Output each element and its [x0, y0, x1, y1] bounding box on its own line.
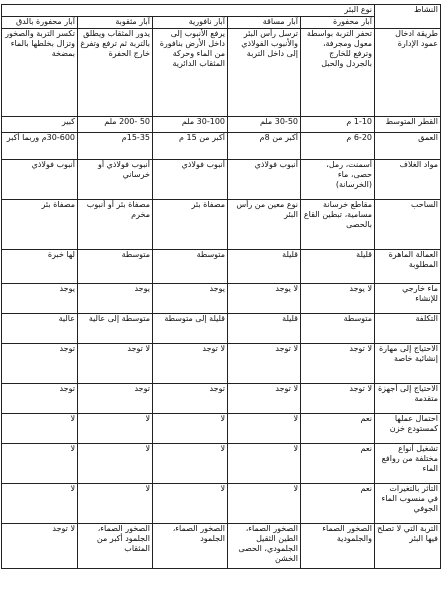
header-row-1 [2, 5, 441, 17]
table-row [2, 160, 441, 200]
table-cell: لها خبرة [2, 250, 78, 284]
table-cell: يوجد [2, 284, 78, 314]
row-label: ماء خارجي للإنشاء [375, 284, 441, 314]
table-cell: متوسطة [153, 250, 228, 284]
table-cell: أنبوب فولاذي أو خرساني [78, 160, 153, 200]
table-row [2, 344, 441, 384]
table-cell: لا يوجد [301, 284, 375, 314]
table-cell: نوع معين من رأس البئر [228, 200, 301, 250]
table-row [2, 133, 441, 160]
table-cell: قليلة [228, 250, 301, 284]
table-cell: 30-600م وربما أكبر [2, 133, 78, 160]
activity-header: النشاط [375, 5, 441, 29]
table-cell: متوسطة [78, 250, 153, 284]
table-cell: توجد [153, 384, 228, 414]
table-cell: قليلة إلى متوسطة [153, 314, 228, 344]
table-cell: مصفاة بئر [2, 200, 78, 250]
table-row [2, 117, 441, 133]
table-row [2, 250, 441, 284]
table-cell: نعم [301, 444, 375, 484]
table-cell: قليلة [301, 250, 375, 284]
table-cell: لا [153, 484, 228, 524]
table-cell: لا يوجد [228, 284, 301, 314]
table-cell: عالية [2, 314, 78, 344]
table-cell: أكبر من 15 م [153, 133, 228, 160]
table-row [2, 444, 441, 484]
table-cell: لا [2, 444, 78, 484]
table-cell: لا توجد [228, 344, 301, 384]
table-cell: لا توجد [153, 344, 228, 384]
column-header: آبار مساقة [228, 17, 301, 29]
row-label: التأثر بالتغيرات في منسوب الماء الجوفي [375, 484, 441, 524]
table-cell: الصخور الصماء، الجلمود [153, 524, 228, 569]
row-label: احتمال عملها كمستودع خزن [375, 414, 441, 444]
table-cell: لا [78, 414, 153, 444]
row-label: طريقة ادخال عمود الإدارة [375, 29, 441, 117]
table-cell: 15-35م [78, 133, 153, 160]
column-header: آبار مثقوبة [78, 17, 153, 29]
table-row [2, 384, 441, 414]
table-row [2, 484, 441, 524]
table-cell: لا [228, 484, 301, 524]
table-row [2, 524, 441, 569]
table-cell: 30-50 ملم [228, 117, 301, 133]
table-cell: لا [2, 414, 78, 444]
table-cell: توجد [78, 384, 153, 414]
table-cell: 30-100 ملم [153, 117, 228, 133]
table-cell: لا توجد [2, 524, 78, 569]
row-label: العمالة الماهرة المطلوبة [375, 250, 441, 284]
table-cell: أنبوب فولاذي [228, 160, 301, 200]
table-row [2, 29, 441, 117]
table-cell: لا [153, 414, 228, 444]
table-cell: تكسر التربة والصخور وتزال بخلطها بالماء بمضخة [2, 29, 78, 117]
table-cell: 50 -200 ملم [78, 117, 153, 133]
table-row [2, 414, 441, 444]
table-cell: توجد [2, 384, 78, 414]
table-cell: قليلة [228, 314, 301, 344]
table-cell: يرفع الأنبوب إلى داخل الأرض بنافورة من الماء وحركة المثقاب الدائرية [153, 29, 228, 117]
table-cell: 1-10 م [301, 117, 375, 133]
table-cell: ترسل رأس البئر والأنبوب الفولاذي إلى داخل التربة [228, 29, 301, 117]
table-cell: لا [78, 444, 153, 484]
row-label: مواد الغلاف [375, 160, 441, 200]
table-cell: أنبوب فولاذي [2, 160, 78, 200]
table-cell: لا [78, 484, 153, 524]
row-label: الساحب [375, 200, 441, 250]
table-cell: لا [2, 484, 78, 524]
column-header: آبار نافورية [153, 17, 228, 29]
table-cell: متوسطة إلى عالية [78, 314, 153, 344]
table-cell: لا توجد [301, 384, 375, 414]
well-comparison-table [1, 4, 441, 569]
table-cell: كبير [2, 117, 78, 133]
table-cell: توجد [2, 344, 78, 384]
table-cell: أسمنت، رمل، حصى، ماء (الخرسانة) [301, 160, 375, 200]
row-label: القطر المتوسط [375, 117, 441, 133]
table-cell: الصخور الصماء والجلمودية [301, 524, 375, 569]
table-cell: يوجد [153, 284, 228, 314]
table-cell: تحفر التربة بواسطة معول ومجرفة، وترفع للخارج بالجردل والحبل [301, 29, 375, 117]
table-cell: أكبر من 8م [228, 133, 301, 160]
column-header: آبار محفورة بالدق [2, 17, 78, 29]
table-cell: متوسطة [301, 314, 375, 344]
well-type-header: نوع البئر [2, 5, 375, 17]
table-cell: لا [228, 414, 301, 444]
table-cell: مقاطع خرسانة مسامية، تبطين القاع بالحصى [301, 200, 375, 250]
table-cell: الصخور الصماء، الطين الثقيل الجلمودي، الحصى الخشن [228, 524, 301, 569]
table-cell: لا توجد [301, 344, 375, 384]
table-cell: مصفاة بئر [153, 200, 228, 250]
table-cell: الصخور الصماء، الجلمود أكبر من المثقاب [78, 524, 153, 569]
table-row [2, 200, 441, 250]
table-cell: لا [153, 444, 228, 484]
table-cell: لا توجد [78, 344, 153, 384]
table-cell: لا [228, 444, 301, 484]
table-cell: يوجد [78, 284, 153, 314]
table-cell: يدور المثقاب ويطلق بالتربة ثم ترفع وتفرغ خارج الحفرة [78, 29, 153, 117]
table-cell: لا توجد [228, 384, 301, 414]
table-cell: نعم [301, 484, 375, 524]
table-cell: 6-20 م [301, 133, 375, 160]
table-row [2, 314, 441, 344]
row-label: التربة التي لا تصلح فيها البئر [375, 524, 441, 569]
row-label: التكلفة [375, 314, 441, 344]
row-label: تشغيل أنواع مختلفة من روافع الماء [375, 444, 441, 484]
table-cell: مصفاة بئر أو أنبوب مخرم [78, 200, 153, 250]
table-cell: نعم [301, 414, 375, 444]
table-cell: أنبوب فولاذي [153, 160, 228, 200]
row-label: الاحتياج إلى أجهزة متقدمة [375, 384, 441, 414]
row-label: الاحتياج إلى مهارة إنشائية خاصة [375, 344, 441, 384]
row-label: العمق [375, 133, 441, 160]
table-row [2, 284, 441, 314]
column-header: آبار محفورة [301, 17, 375, 29]
